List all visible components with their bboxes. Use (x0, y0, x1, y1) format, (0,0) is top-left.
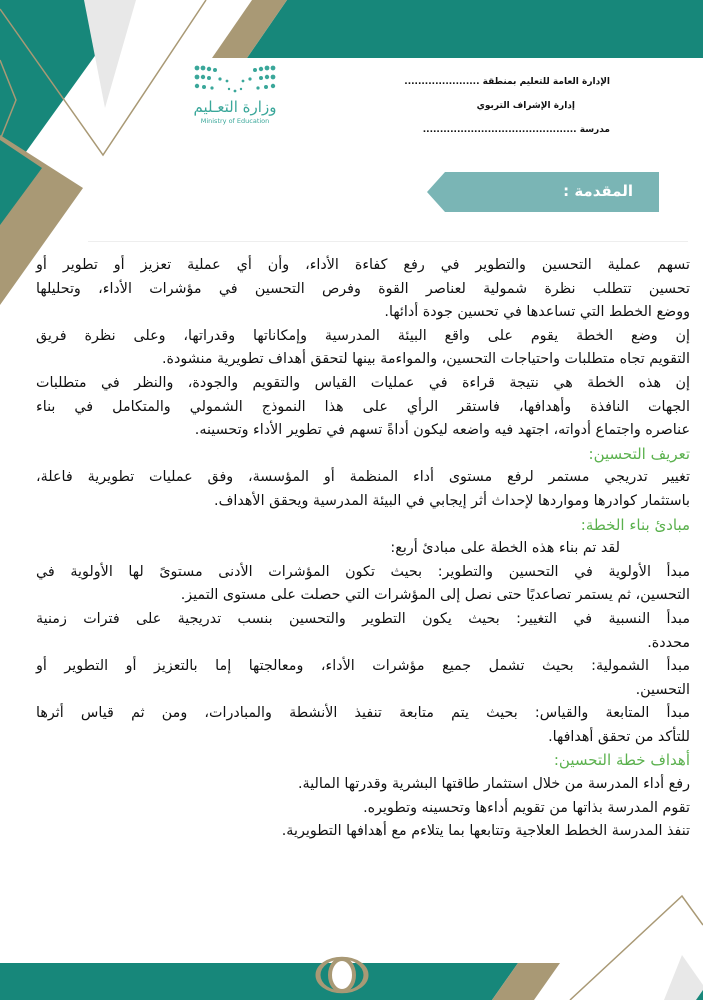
bottom-teal-bar (0, 963, 518, 1000)
text-line: تسهم عملية التحسين والتطوير في رفع كفاءة الأداء، وأن أي عملية تعزيز أو تطوير أو (36, 257, 690, 273)
text-line: للتأكد من تحقق أهدافها. (548, 728, 690, 745)
text-line: التحسين، ثم يستمر تصاعديًا حتى نصل إلى المؤشرات التي حصلت على مستوى التميز. (180, 587, 690, 604)
goals-heading: أهداف خطة التحسين: (553, 751, 690, 770)
principles-heading: مبادئ بناء الخطة: (580, 515, 690, 534)
document-body (36, 254, 690, 844)
supervision-line: إدارة الإشراف التربوي (476, 101, 575, 111)
text-line: تحسين تتطلب نظرة شمولية لعناصر القوة وفرص التحسين في مؤشرات الأداء، وتحليلها (36, 280, 690, 297)
principle-item (36, 655, 690, 702)
goal-item: تنفذ المدرسة الخطط العلاجية وتتابعها بما يتلاءم مع أهدافها التطويرية. (281, 823, 690, 840)
principles-intro: لقد تم بناء هذه الخطة على مبادئ أربع: (390, 540, 620, 557)
text-line: باستثمار كوادرها ومواردها لإحداث أثر إيجابي في البيئة المدرسية ويحقق الأهداف. (214, 492, 690, 509)
principle-item (36, 608, 690, 655)
divider (88, 241, 688, 242)
principle-item (36, 702, 690, 749)
text-line: مبدأ المتابعة والقياس: بحيث يتم متابعة تنفيذ الأنشطة والمبادرات، ومن ثم قياس أثرها (36, 705, 690, 722)
definition-heading: تعريف التحسين: (588, 444, 690, 463)
text-line: التقويم تجاه متطلبات واحتياجات التحسين، والمواءمة بينها لتحقق أهداف تطويرية منشودة. (161, 351, 690, 368)
text-line: التحسين. (635, 681, 690, 698)
top-teal-bar (247, 0, 703, 58)
directorate-line: الإدارة العامة للتعليم بمنطقة ...................... (404, 77, 610, 87)
text-line: الجهات النافذة وأهدافها، فاستقر الرأي على هذا النموذج الشمولي والمتكامل في بناء (36, 398, 690, 415)
logo-english-text: Ministry of Education (200, 117, 270, 125)
text-line: مبدأ النسبية في التغيير: بحيث يكون التطوير والتحسين بنسب تدريجية على فترات زمنية (36, 610, 690, 627)
goal-item: تقوم المدرسة بذاتها من تقويم أداءها وتحسينه وتطويره. (363, 799, 690, 816)
intro-paragraph-3 (36, 372, 690, 443)
bottom-grey (664, 955, 703, 1000)
principle-item (36, 561, 690, 608)
logo-dots-icon (193, 64, 277, 96)
text-line: محددة. (647, 634, 690, 651)
text-line: مبدأ الأولوية في التحسين والتطوير: بحيث تكون المؤشرات الأدنى مستوىً لها الأولوية في (36, 563, 690, 580)
logo-arabic-text: وزارة التعـليم (193, 98, 277, 116)
text-line: إن وضع الخطة يقوم على واقع البيئة المدرسية وإمكاناتها وقدراتها، وعلى نظرة فريق (36, 327, 690, 344)
intro-paragraph-1 (36, 254, 690, 325)
text-line: مبدأ الشمولية: بحيث تشمل جميع مؤشرات الأداء، ومعالجتها إما بالتعزيز أو التطوير أو (36, 658, 690, 675)
text-line: إن هذه الخطة هي نتيجة قراءة في عمليات القياس والتقويم والجودة، والنظر في متطلبات (36, 374, 690, 391)
header-info-box (372, 58, 670, 146)
text-line: عناصره واجتماع أدواته، اجتهد فيه واضعه ليكون أداةً تسهم في تطوير الأداء وتحسينه. (194, 422, 690, 439)
goal-item: رفع أداء المدرسة من خلال استثمار طاقتها البشرية وقدرتها المالية. (298, 776, 690, 793)
text-line: ووضع الخطط التي تساعدها في تحسين جودة أدائها. (384, 304, 690, 321)
text-line: تغيير تدريجي مستمر لرفع مستوى أداء المنظمة أو المؤسسة، وفق عمليات تطويرية فاعلة، (36, 469, 690, 486)
section-title: المقدمة : (563, 182, 633, 200)
intro-paragraph-2 (36, 325, 690, 372)
ministry-logo (190, 64, 280, 144)
definition-paragraph (36, 466, 690, 513)
school-line: مدرسة ............................................. (422, 125, 610, 135)
